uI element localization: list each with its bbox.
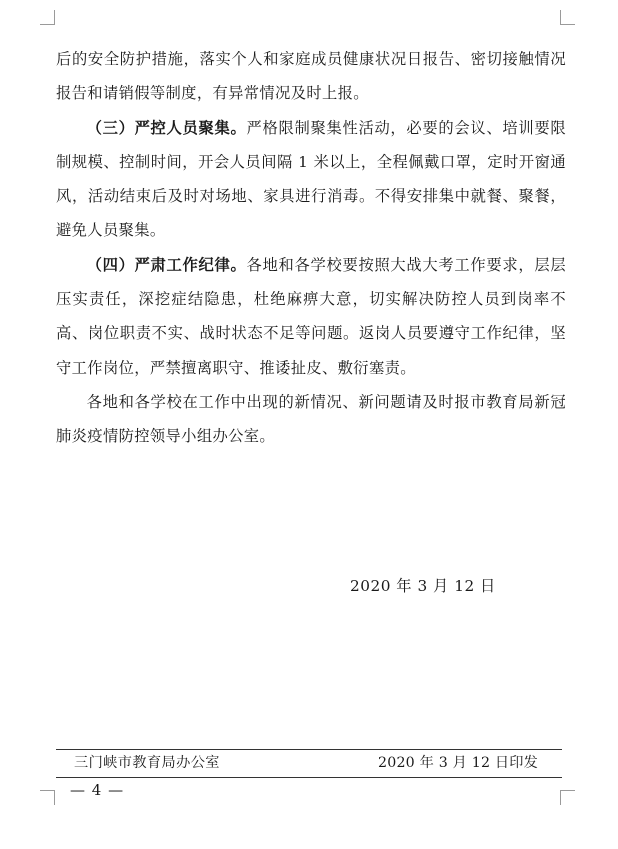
paragraph-text: 各地和各学校要按照大战大考工作要求，层层压实责任，深挖症结隐患，杜绝麻痹大意，切实解决防控人员到岗率不高、岗位职责不实、战时状态不足等问题。返岗人员要遵守工作纪律，坚守工作岗位，严禁擅离职守、推诿扯皮、敷衍塞责。 xyxy=(56,255,566,377)
crop-mark-bottom-left xyxy=(40,790,55,805)
footer-rule-bottom xyxy=(56,777,562,778)
paragraph-work-discipline xyxy=(56,248,566,385)
paragraph-text: 严格限制聚集性活动，必要的会议、培训要限制规模、控制时间，开会人员间隔 1 米以上，全程佩戴口罩，定时开窗通风，活动结束后及时对场地、家具进行消毒。不得安排集中就餐、聚餐，避免人员聚集。 xyxy=(56,118,566,240)
crop-mark-bottom-right xyxy=(560,790,575,805)
section-heading-4: （四）严肃工作纪律。 xyxy=(86,255,247,274)
paragraph-continuation: 后的安全防护措施，落实个人和家庭成员健康状况日报告、密切接触情况报告和请销假等制度，有异常情况及时上报。 xyxy=(56,50,566,103)
document-body xyxy=(56,42,566,454)
crop-mark-top-left xyxy=(40,10,55,25)
section-heading-3: （三）严控人员聚集。 xyxy=(86,118,247,137)
paragraph-gathering-control xyxy=(56,111,566,248)
issuer-name: 三门峡市教育局办公室 xyxy=(74,755,220,771)
page-number: — 4 — xyxy=(70,781,125,799)
footer-rule-top xyxy=(56,749,562,750)
print-date: 2020 年 3 月 12 日印发 xyxy=(378,755,539,771)
paragraph-reporting: 各地和各学校在工作中出现的新情况、新问题请及时报市教育局新冠肺炎疫情防控领导小组办公室。 xyxy=(56,392,566,446)
signature-date: 2020 年 3 月 12 日 xyxy=(350,577,496,595)
crop-mark-top-right xyxy=(560,10,575,25)
